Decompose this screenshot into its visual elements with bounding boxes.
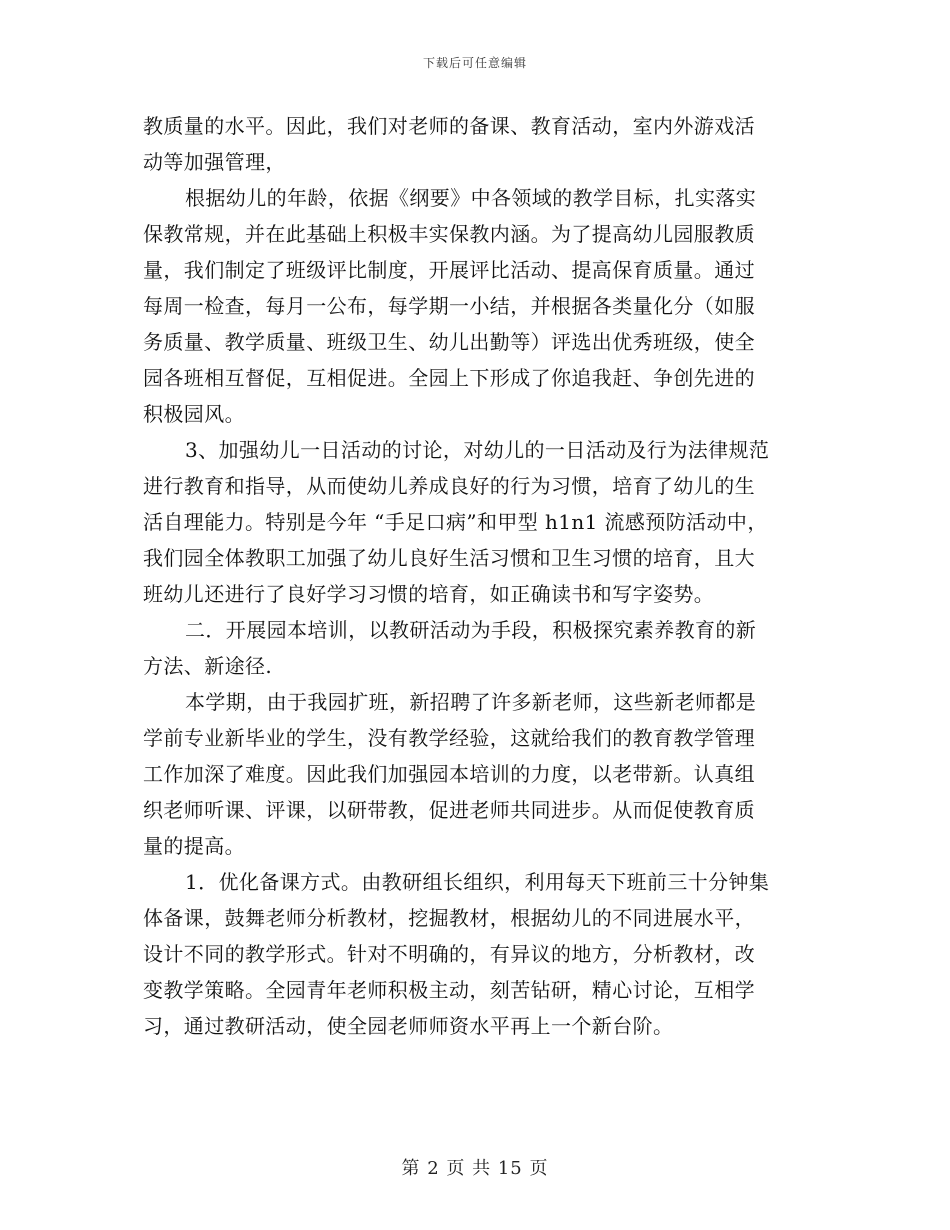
- text-line: 二．开展园本培训，以教研活动为手段，积极探究素养教育的新: [185, 618, 757, 642]
- text-line: 体备课，鼓舞老师分析教材，挖掘教材，根据幼儿的不同进展水平，: [143, 906, 755, 930]
- text-line: 习，通过教研活动，使全园老师师资水平再上一个新台阶。: [143, 1014, 674, 1038]
- text-line: 织老师听课、评课，以研带教，促进老师共同进步。从而促使教育质: [143, 798, 755, 822]
- text-line: 保教常规，并在此基础上积极丰实保教内涵。为了提高幼儿园服教质: [143, 222, 755, 246]
- text-line: 每周一检查，每月一公布，每学期一小结，并根据各类量化分（如服: [143, 294, 755, 318]
- text-line: 变教学策略。全园青年老师积极主动，刻苦钻研，精心讨论，互相学: [143, 978, 755, 1002]
- text-line: 工作加深了难度。因此我们加强园本培训的力度，以老带新。认真组: [143, 762, 755, 786]
- text-line: 方法、新途径.: [143, 654, 273, 678]
- text-line: 积极园风。: [143, 402, 245, 426]
- text-line: 我们园全体教职工加强了幼儿良好生活习惯和卫生习惯的培育，且大: [143, 546, 755, 570]
- text-line: 教质量的水平。因此，我们对老师的备课、教育活动，室内外游戏活: [143, 114, 755, 138]
- page-footer: 第 2 页 共 15 页: [401, 1158, 549, 1179]
- text-line: 本学期，由于我园扩班，新招聘了许多新老师，这些新老师都是: [185, 690, 757, 714]
- text-line: 量的提高。: [143, 834, 245, 858]
- text-line: 进行教育和指导，从而使幼儿养成良好的行为习惯，培育了幼儿的生: [143, 474, 755, 498]
- text-line: 学前专业新毕业的学生，没有教学经验，这就给我们的教育教学管理: [143, 726, 755, 750]
- text-line: 3、加强幼儿一日活动的讨论，对幼儿的一日活动及行为法律规范: [185, 438, 770, 462]
- text-line: 量，我们制定了班级评比制度，开展评比活动、提高保育质量。通过: [143, 258, 755, 282]
- text-line: 根据幼儿的年龄，依据《纲要》中各领域的教学目标，扎实落实: [185, 186, 757, 210]
- text-line: 班幼儿还进行了良好学习习惯的培育，如正确读书和写字姿势。: [143, 582, 715, 606]
- text-line: 务质量、教学质量、班级卫生、幼儿出勤等）评选出优秀班级，使全: [143, 330, 755, 354]
- text-line: 1．优化备课方式。由教研组长组织，利用每天下班前三十分钟集: [185, 870, 770, 894]
- text-line: 动等加强管理，: [143, 150, 286, 174]
- text-line: 设计不同的教学形式。针对不明确的，有异议的地方，分析教材，改: [143, 942, 755, 966]
- document-body: [143, 108, 808, 1044]
- text-line: 活自理能力。特别是今年 “手足口病”和甲型 h1n1 流感预防活动中，: [143, 510, 768, 534]
- text-line: 园各班相互督促，互相促进。全园上下形成了你追我赶、争创先进的: [143, 366, 755, 390]
- page-header: 下载后可任意编辑: [422, 56, 527, 70]
